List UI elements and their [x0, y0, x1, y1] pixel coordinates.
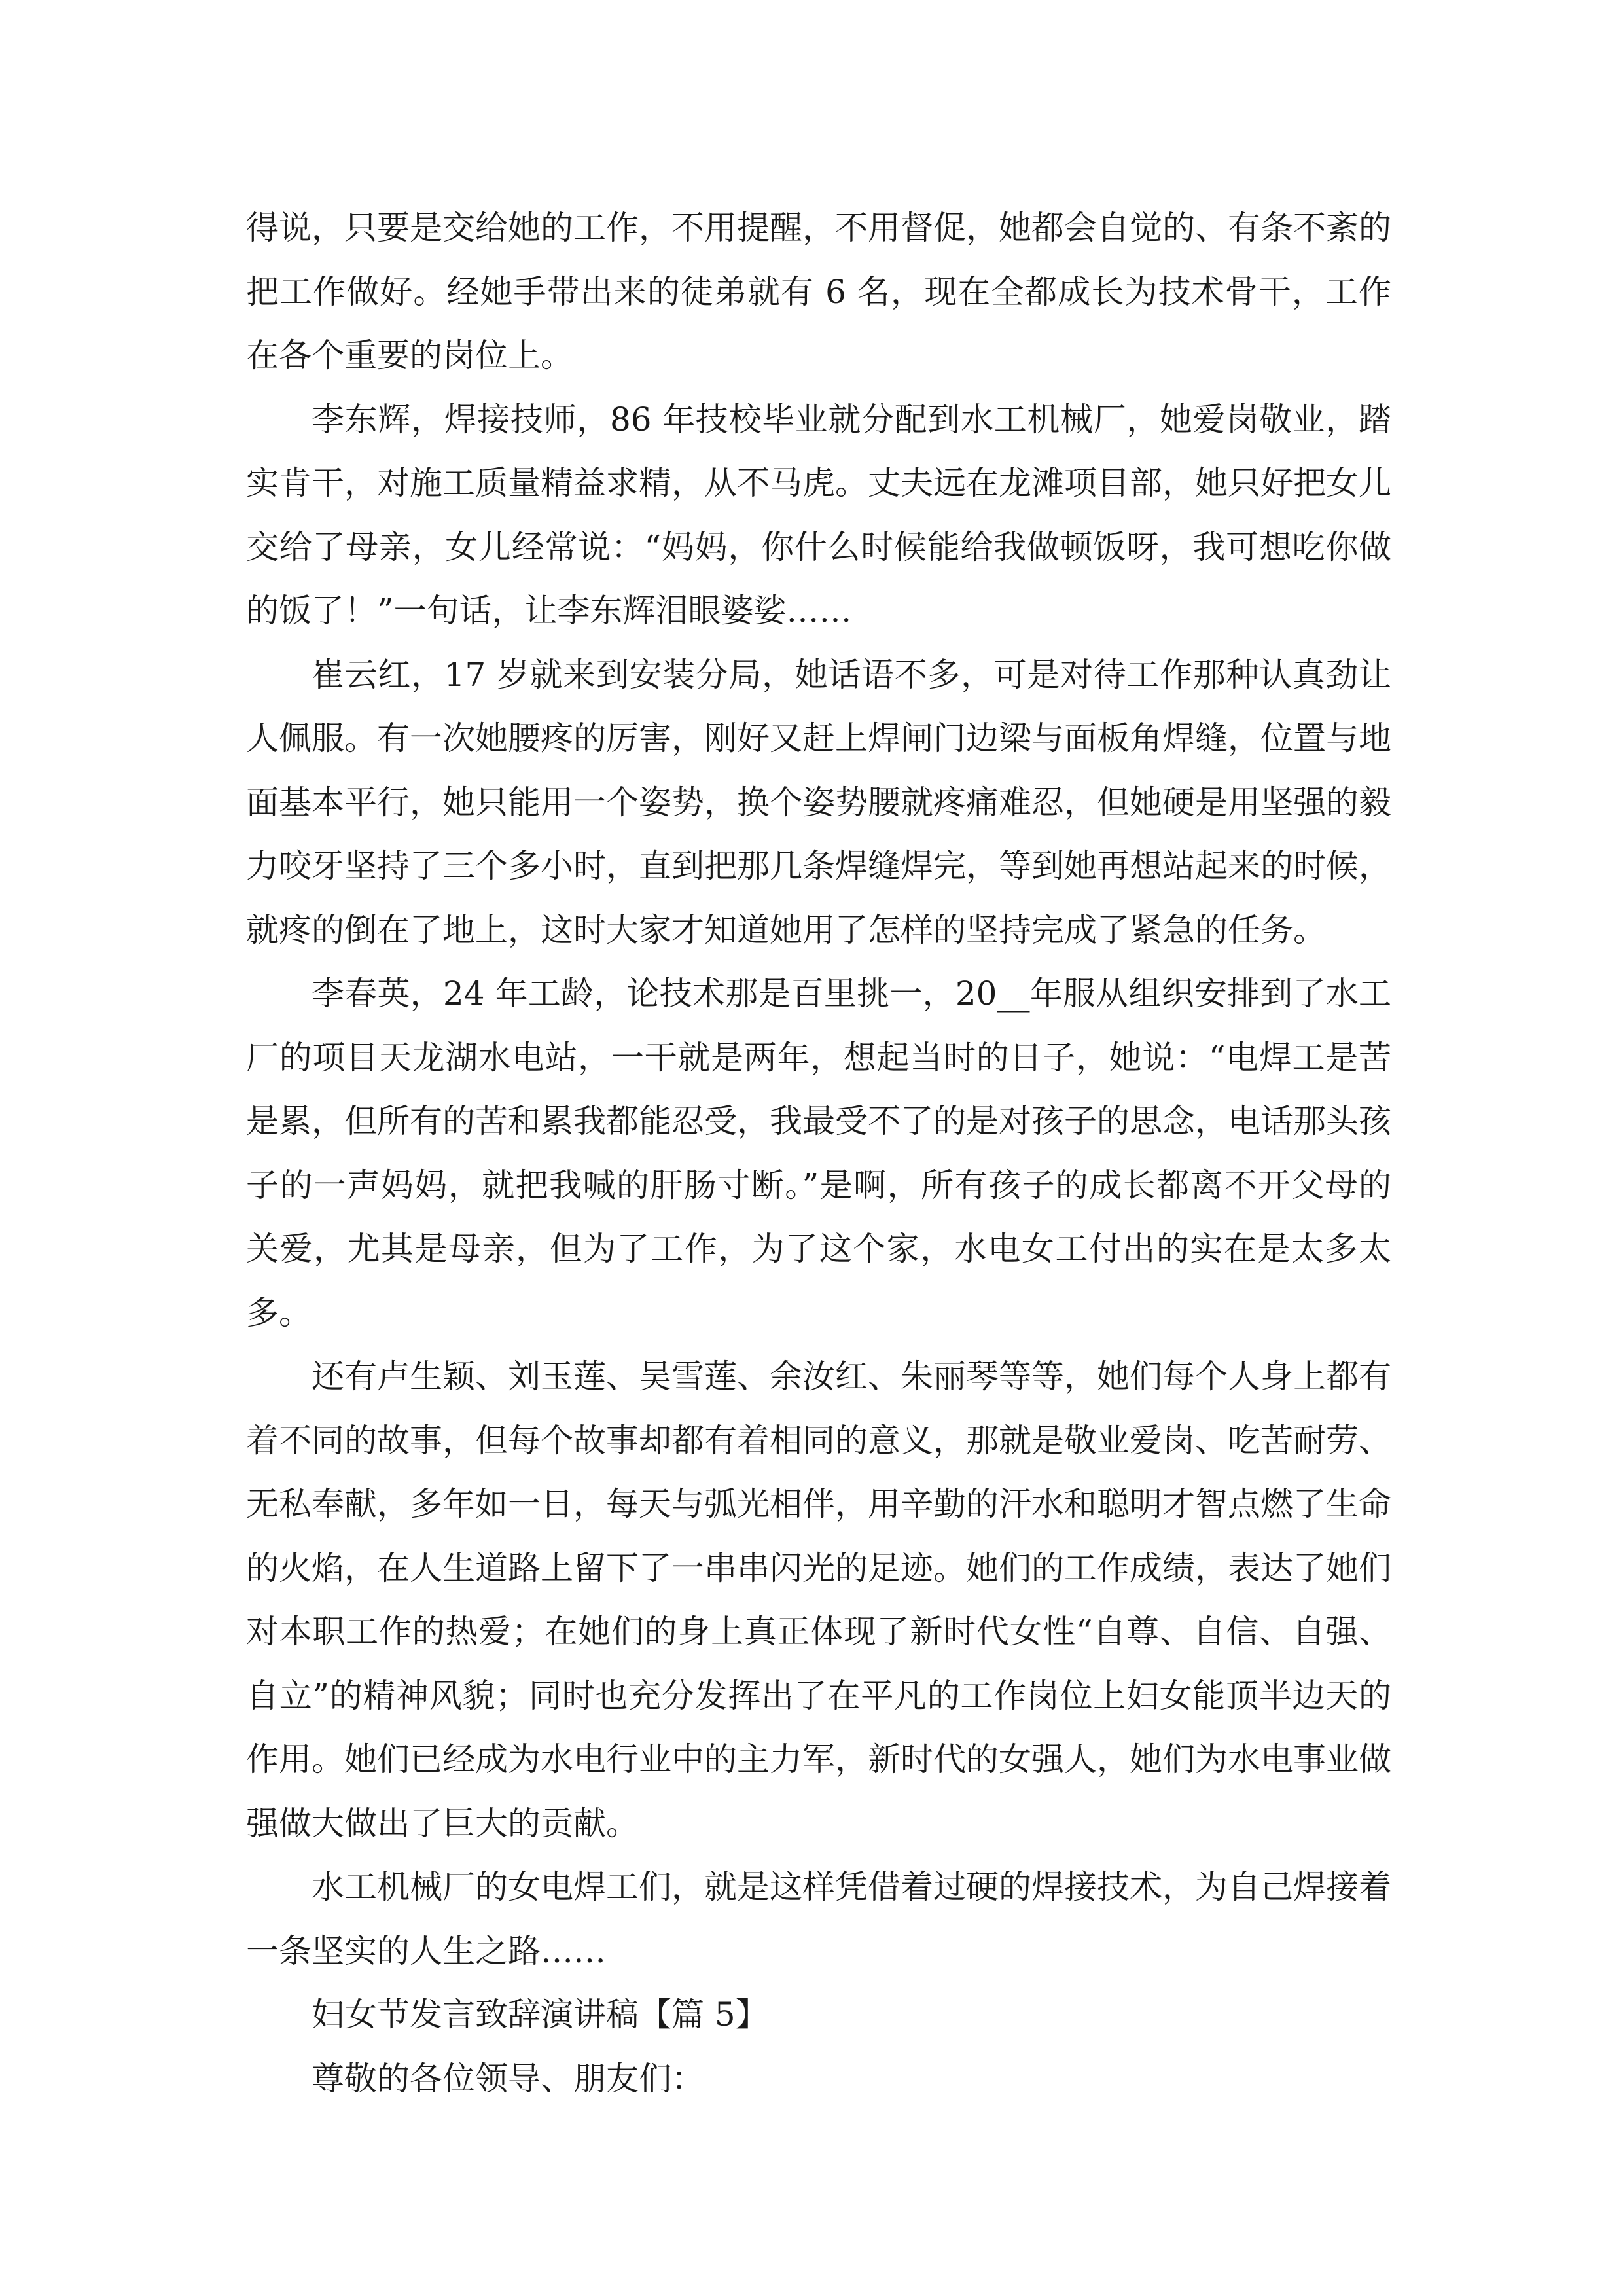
- paragraph-li-donghui: 李东辉，焊接技师，86 年技校毕业就分配到水工机械厂，她爱岗敬业，踏实肯干，对施工质量精益求精，从不马虎。丈夫远在龙滩项目部，她只好把女儿交给了母亲，女儿经常说：“妈妈，你什么时候能给我做顿饭呀，我可想吃你做的饭了！”一句话，让李东辉泪眼婆娑……: [246, 400, 1391, 630]
- paragraph-cui-yunhong: 崔云红，17 岁就来到安装分局，她话语不多，可是对待工作那种认真劲让人佩服。有一次她腰疼的厉害，刚好又赶上焊闸门边梁与面板角焊缝，位置与地面基本平行，她只能用一个姿势，换个姿势腰就疼痛难忍，但她硬是用坚强的毅力咬牙坚持了三个多小时，直到把那几条焊缝焊完，等到她再想站起来的时候，就疼的倒在了地上，这时大家才知道她用了怎样的坚持完成了紧急的任务。: [246, 655, 1391, 949]
- paragraph-continuation: 得说，只要是交给她的工作，不用提醒，不用督促，她都会自觉的、有条不紊的把工作做好。经她手带出来的徒弟就有 6 名，现在全都成长为技术骨干，工作在各个重要的岗位上。: [246, 209, 1391, 374]
- paragraph-other-workers: 还有卢生颖、刘玉莲、吴雪莲、余汝红、朱丽琴等等，她们每个人身上都有着不同的故事，但每个故事却都有着相同的意义，那就是敬业爱岗、吃苦耐劳、无私奉献，多年如一日，每天与弧光相伴，用辛勤的汗水和聪明才智点燃了生命的火焰，在人生道路上留下了一串串闪光的足迹。她们的工作成绩，表达了她们对本职工作的热爱；在她们的身上真正体现了新时代女性“自尊、自信、自强、自立”的精神风貌；同时也充分发挥出了在平凡的工作岗位上妇女能顶半边天的作用。她们已经成为水电行业中的主力军，新时代的女强人，她们为水电事业做强做大做出了巨大的贡献。: [246, 1357, 1391, 1842]
- document-body: [246, 196, 1391, 2111]
- salutation: 尊敬的各位领导、朋友们：: [312, 2059, 704, 2098]
- paragraph-closing: 水工机械厂的女电焊工们，就是这样凭借着过硬的焊接技术，为自己焊接着一条坚实的人生之路……: [246, 1868, 1391, 1970]
- paragraph-li-chunying: 李春英，24 年工龄，论技术那是百里挑一，20__年服从组织安排到了水工厂的项目天龙湖水电站，一干就是两年，想起当时的日子，她说：“电焊工是苦是累，但所有的苦和累我都能忍受，我最受不了的是对孩子的思念，电话那头孩子的一声妈妈，就把我喊的肝肠寸断。”是啊，所有孩子的成长都离不开父母的关爱，尤其是母亲，但为了工作，为了这个家，水电女工付出的实在是太多太多。: [246, 975, 1391, 1332]
- section-heading: 妇女节发言致辞演讲稿【篇 5】: [312, 1996, 768, 2034]
